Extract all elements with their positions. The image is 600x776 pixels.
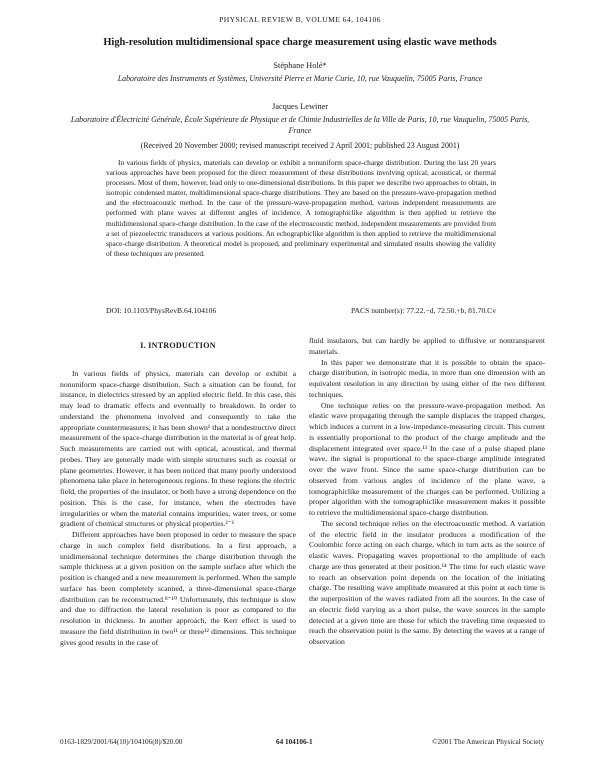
author-affiliation: Laboratoire des Instruments et Systèmes, Université Pierre et Marie Curie, 10, rue Vauquelin, 75005 Paris, France — [117, 74, 483, 83]
section-heading: I. INTRODUCTION — [140, 341, 216, 350]
abstract: In various fields of physics, materials can develop or exhibit a nonuniform space-charge distribution. During the last 20 years various approaches have been proposed for the direct measurement of these distributions involving optical, acoustical, or thermal processes. Most of them, however, lead only to one-dimensional distributions. In this paper we describe two approaches to obtain, in isotropic condensed matter, multidimensional space-charge distributions. They are based on the pressure-wave-propagation method and the electroacoustic method. In the case of the pressure-wave-propagation method, various independent measurements are performed with plane waves at different angles of incidence. A tomographiclike algorithm is then applied to retrieve the multidimensional space-charge distribution. In the case of the electroacoustic method, independent measurements are provided from a set of piezoelectric transducers at various positions. An echographiclike algorithm is then applied to retrieve the multidimensional space-charge distribution. A theoretical model is proposed, and preliminary experimental and simulated results showing the validity of these techniques are presented. — [106, 158, 496, 258]
doi: DOI: 10.1103/PhysRevB.64.104106 — [106, 306, 217, 315]
paragraph: In this paper we demonstrate that it is possible to obtain the space-charge distribution, in isotropic media, in more than one dimension with an equivalent resolution in any direction by using either of the two different techniques. — [309, 357, 545, 399]
journal-header: PHYSICAL REVIEW B, VOLUME 64, 104106 — [219, 15, 381, 24]
footer-page-number: 64 104106-1 — [276, 738, 313, 746]
received-dates: (Received 20 November 2000; revised manuscript received 2 April 2001; published 23 August 2001) — [140, 141, 460, 150]
paragraph: One technique relies on the pressure-wave-propagation method. An elastic wave propagating through the sample displaces the trapped charges, which induces a current in a low-impedance-measuring circuit. This current is essentially proportional to the product of the charge amplitude and the displacement integrated over space.¹³ In the case of a pulse shaped plane wave, the signal is proportional to the space-charge amplitude integrated over the wave front. Since the same space-charge distribution can be observed from various angles of incidence of the plane wave, a tomographiclike measurement of the charges can be performed. Utilizing a proper algorithm with the tomographiclike measurement makes it possible to retrieve the multidimensional space-charge distribution. — [309, 400, 545, 517]
right-column — [309, 336, 545, 648]
author-name: Jacques Lewiner — [271, 102, 329, 111]
left-column — [60, 336, 296, 648]
footer-copyright: ©2001 The American Physical Society — [432, 738, 544, 746]
paragraph: Different approaches have been proposed in order to measure the space charge in such complex field distributions. In a first approach, a unidimensional technique determines the charge distribution through the sample thickness at a given position on the sample surface after which the position is changed and a new measurement is performed. When the sample surface has been completely scanned, a three-dimensional space-charge distribution can be reconstructed.⁸⁻¹⁰ Unfortunately, this technique is slow and due to diffraction the lateral resolution is poor as compared to the resolution in thickness. In another approach, the Kerr effect is used to measure the field distribution in two¹¹ or three¹² dimensions. This technique gives good results in the case of — [60, 530, 296, 647]
paper-title: High-resolution multidimensional space charge measurement using elastic wave methods — [103, 37, 497, 48]
paragraph: The second technique relies on the electroacoustic method. A variation of the electric field in the insulator produces a modification of the Coulombic force acting on each charge, which in turn acts as the source of elastic waves. Propagating waves proportional to the amplitude of each charge are thus generated at their position.¹⁴ The time for each elastic wave to reach an observation point depends on the location of the initiating charge. The resulting wave amplitude measured at this point at each time is the superposition of the waves radiated from all the sources. In the case of an electric field varying as a short pulse, the wave sources in the sample detected at a given time are those for which the traveling time requested to reach the observation point is the same. By detecting the waves at a range of observation — [309, 518, 545, 646]
pacs-numbers: PACS number(s): 77.22.−d, 72.50.+b, 81.70.Cv — [351, 306, 496, 315]
paragraph: In various fields of physics, materials can develop or exhibit a nonuniform space-charge distribution. Such a situation can be found, for instance, in dielectrics stressed by an applied electric field. In this case, this may lead to dramatic effects and eventually to breakdown. In order to understand the phenomena involved and consequently to take the appropriate countermeasures, it has been shown¹ that a nondestructive direct measurement of the space-charge distribution in the material is of great help. Such measurements are carried out with optical, acoustical, and thermal probes. They are generally made with simple structures such as coaxial or plane geometries. However, it has been noticed that many poorly understood phenomena take place in heterogeneous regions. In these regions the electric field, the properties of the insulator, or both have a strong dependence on the position. This is the case, for instance, when the electrodes have irregularities or when the material contains impurities, water trees, or some gradient of chemical structures or physical properties.²⁻⁶ — [60, 368, 297, 529]
author-affiliation: Laboratoire d'Électricité Générale, École Supérieure de Physique et de Chimie Industrielles de la Ville de Paris, 10, rue Vauquelin, 75005 Paris, France — [70, 115, 530, 135]
author-name: Stéphane Holé* — [273, 61, 327, 70]
paragraph: fluid insulators, but can hardly be applied to diffusive or nontransparent materials. — [309, 336, 545, 356]
footer-issn: 0163-1829/2001/64(10)/104106(8)/$20.00 — [60, 738, 183, 746]
